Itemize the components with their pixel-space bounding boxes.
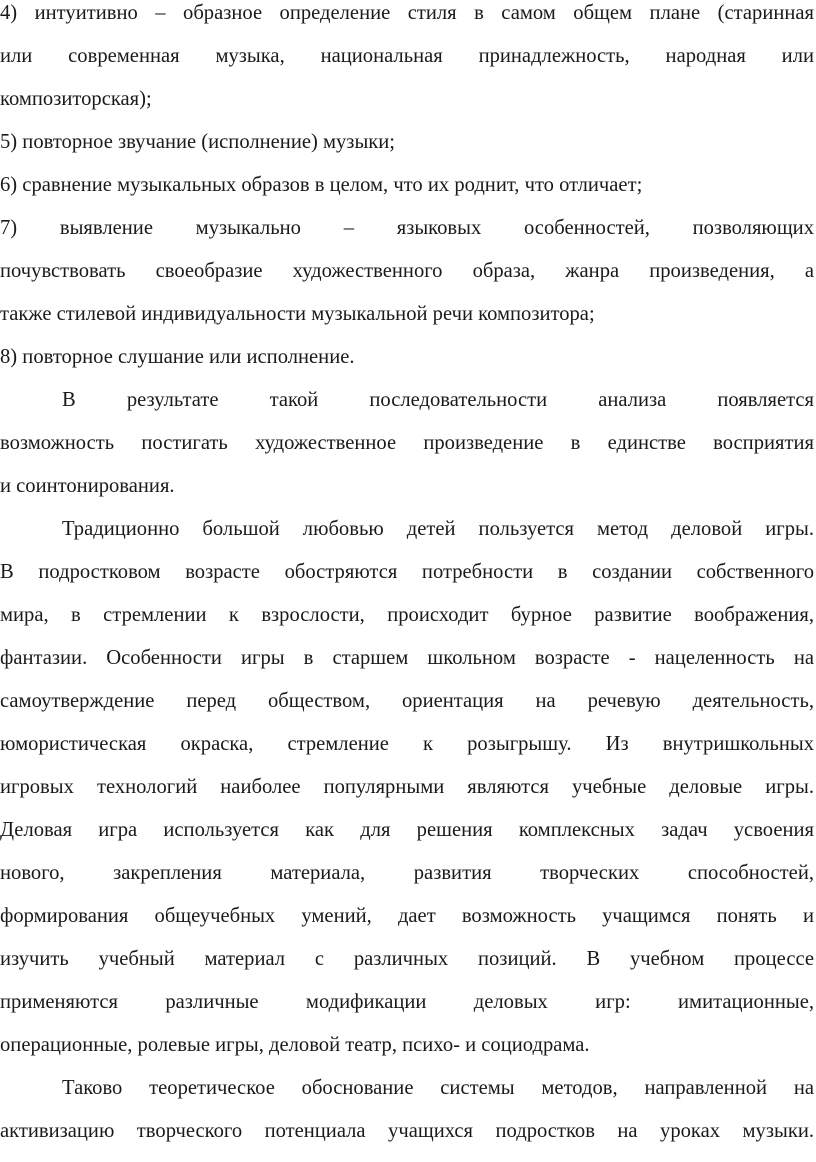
text-line: мира, в стремлении к взрослости, происходит бурное развитие воображения, (0, 604, 814, 626)
text-line: 5) повторное звучание (исполнение) музыки; (0, 131, 396, 153)
text-line: также стилевой индивидуальности музыкальной речи композитора; (0, 303, 595, 325)
text-line: Деловая игра используется как для решения комплексных задач усвоения (0, 819, 814, 841)
text-line: игровых технологий наиболее популярными являются учебные деловые игры. (0, 776, 814, 798)
text-line: и соинтонирования. (0, 475, 175, 497)
text-line: или современная музыка, национальная принадлежность, народная или (0, 45, 814, 67)
text-line: формирования общеучебных умений, дает возможность учащимся понять и (0, 905, 814, 927)
text-line: 8) повторное слушание или исполнение. (0, 346, 355, 368)
text-line: композиторская); (0, 88, 152, 110)
text-line: В подростковом возрасте обостряются потребности в создании собственного (0, 561, 814, 583)
text-line: активизацию творческого потенциала учащихся подростков на уроках музыки. (0, 1120, 814, 1142)
text-line: 7) выявление музыкально – языковых особенностей, позволяющих (0, 217, 814, 239)
text-line: изучить учебный материал с различных позиций. В учебном процессе (0, 948, 814, 970)
text-line: юмористическая окраска, стремление к розыгрышу. Из внутришкольных (0, 733, 814, 755)
text-line: почувствовать своеобразие художественного образа, жанра произведения, а (0, 260, 814, 282)
text-line: возможность постигать художественное произведение в единстве восприятия (0, 432, 814, 454)
text-line: операционные, ролевые игры, деловой театр, психо- и социодрама. (0, 1034, 590, 1056)
paragraph-first-line: Традиционно большой любовью детей пользуется метод деловой игры. (62, 518, 814, 540)
text-line: 6) сравнение музыкальных образов в целом, что их роднит, что отличает; (0, 174, 643, 196)
paragraph-first-line: Таково теоретическое обоснование системы методов, направленной на (62, 1077, 814, 1099)
text-line: 4) интуитивно – образное определение стиля в самом общем плане (старинная (0, 2, 814, 24)
text-line: фантазии. Особенности игры в старшем школьном возрасте - нацеленность на (0, 647, 814, 669)
text-line: применяются различные модификации деловых игр: имитационные, (0, 991, 814, 1013)
text-line: самоутверждение перед обществом, ориентация на речевую деятельность, (0, 690, 814, 712)
paragraph-first-line: В результате такой последовательности анализа появляется (62, 389, 814, 411)
text-line: нового, закрепления материала, развития творческих способностей, (0, 862, 814, 884)
